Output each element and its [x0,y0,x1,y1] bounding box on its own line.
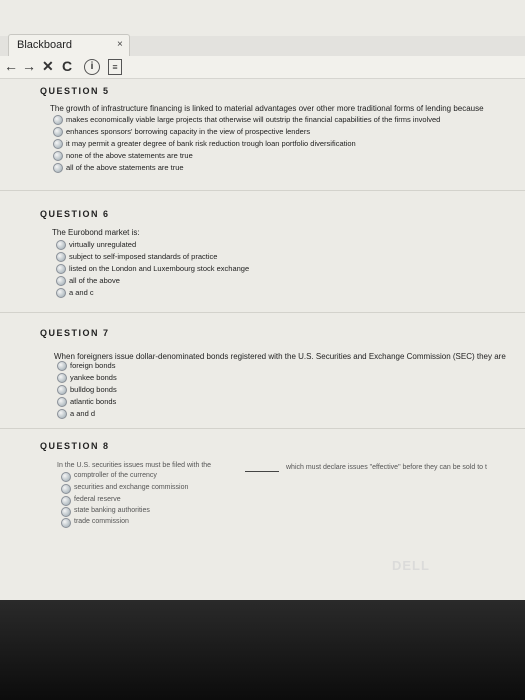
monitor-bezel [0,600,525,700]
option-label: yankee bonds [70,373,117,382]
question-5-stem: The growth of infrastructure financing is linked to material advantages over other more traditional forms of lending because [50,104,484,113]
radio-button[interactable] [61,484,71,494]
question-8-blank [245,471,279,472]
option-label: makes economically viable large projects that otherwise will outstrip the financial capabilities of the firms involved [66,115,441,124]
radio-button[interactable] [53,115,63,125]
option-label: state banking authorities [74,507,150,514]
option-label: trade commission [74,518,129,525]
option-label: comptroller of the currency [74,472,157,479]
option-label: a and c [69,288,94,297]
radio-button[interactable] [57,361,67,371]
option-label: listed on the London and Luxembourg stock exchange [69,264,250,273]
radio-button[interactable] [56,264,66,274]
radio-button[interactable] [57,397,67,407]
option-label: a and d [70,409,96,418]
question-7-stem: When foreigners issue dollar-denominated bonds registered with the U.S. Securities and Exchange Commission (SEC) they are [54,352,506,361]
option-label: none of the above statements are true [66,151,193,160]
monitor-brand-logo: DELL [392,558,430,573]
option-label: foreign bonds [70,361,116,370]
radio-button[interactable] [56,252,66,262]
tab-blackboard[interactable] [8,34,130,57]
radio-button[interactable] [56,288,66,298]
option-label: enhances sponsors' borrowing capacity in the view of prospective lenders [66,127,311,136]
question-6-title: QUESTION 6 [40,209,110,219]
radio-button[interactable] [53,151,63,161]
tab-title: Blackboard [17,39,73,51]
radio-button[interactable] [57,385,67,395]
radio-button[interactable] [61,496,71,506]
back-icon[interactable]: ← [4,58,18,74]
question-8-title: QUESTION 8 [40,441,110,451]
question-6-stem: The Eurobond market is: [52,228,140,237]
site-info-icon[interactable]: i [84,59,100,75]
option-label: all of the above statements are true [66,163,184,172]
section-divider [0,190,525,191]
option-label: bulldog bonds [70,385,117,394]
question-8-stem-part2: which must declare issues "effective" before they can be sold to t [286,464,487,471]
option-label: federal reserve [74,496,121,503]
radio-button[interactable] [61,507,71,517]
radio-button[interactable] [53,163,63,173]
question-7-title: QUESTION 7 [40,328,110,338]
question-5-title: QUESTION 5 [40,86,110,96]
section-divider [0,428,525,429]
radio-button[interactable] [57,373,67,383]
radio-button[interactable] [61,472,71,482]
option-label: securities and exchange commission [74,484,189,491]
radio-button[interactable] [56,276,66,286]
radio-button[interactable] [57,409,67,419]
option-label: atlantic bonds [70,397,117,406]
refresh-icon[interactable]: C [62,58,73,74]
question-8-stem-part1: In the U.S. securities issues must be filed with the [57,462,212,469]
tab-close-icon[interactable]: × [117,39,123,50]
radio-button[interactable] [53,127,63,137]
forward-icon[interactable]: → [22,58,36,74]
option-label: subject to self-imposed standards of practice [69,252,218,261]
page-icon: ≡ [108,59,122,75]
radio-button[interactable] [61,518,71,528]
option-label: virtually unregulated [69,240,137,249]
radio-button[interactable] [53,139,63,149]
radio-button[interactable] [56,240,66,250]
section-divider [0,312,525,313]
option-label: it may permit a greater degree of bank risk reduction trough loan portfolio diversification [66,139,356,148]
option-label: all of the above [69,276,120,285]
browser-toolbar [0,56,525,79]
stop-icon[interactable]: ✕ [42,58,54,74]
